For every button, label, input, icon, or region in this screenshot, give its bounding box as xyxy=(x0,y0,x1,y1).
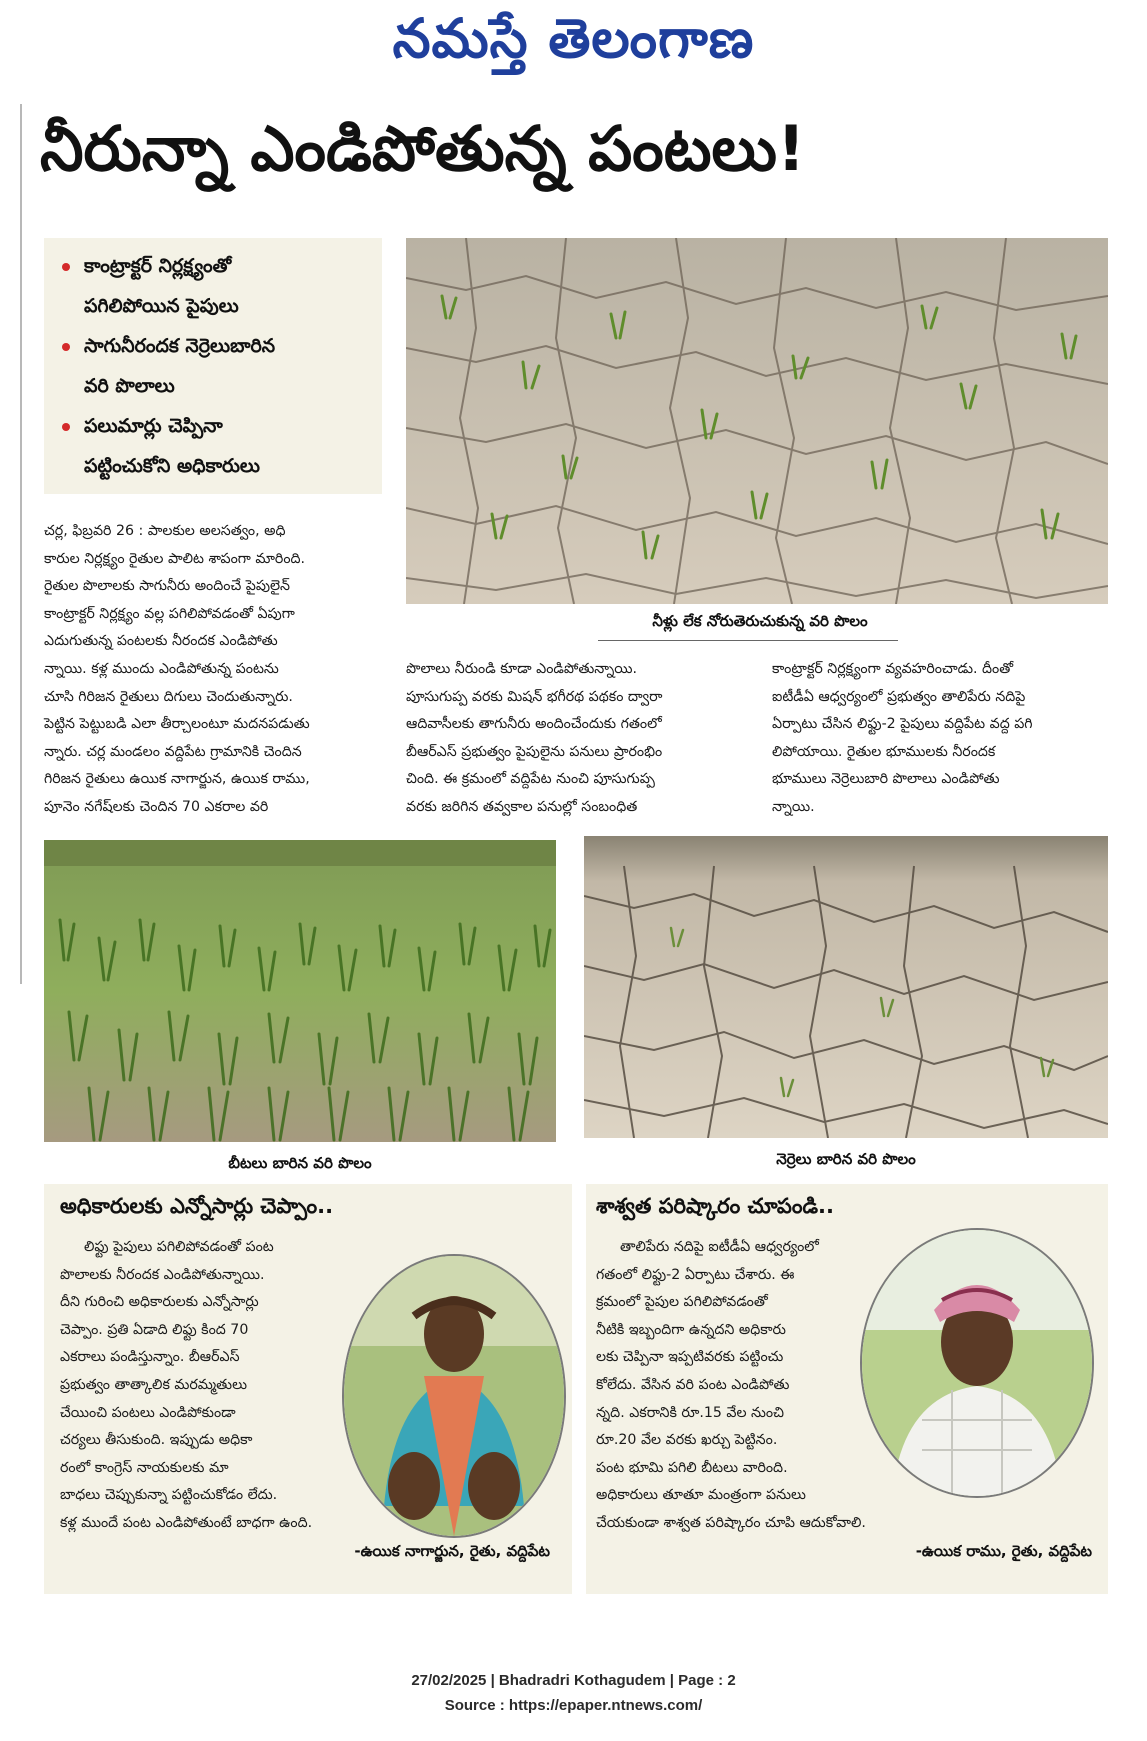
photo-green-paddy xyxy=(44,840,556,1142)
bullet-icon xyxy=(62,263,70,271)
article-column-1: చర్ల, ఫిబ్రవరి 26 : పాలకుల అలసత్వం, అధి కారుల నిర్లక్ష్యం రైతుల పాలిట శాపంగా మారింది. రైతుల పొలాలకు సాగునీరు అందించే పైపులైన్ కాంట్రాక్టర్ నిర్లక్ష్యం వల్ల పగిలిపోవడంతో ఏపుగా ఎదుగుతున్న పంటలకు నీరందక ఎండిపోతు న్నాయి. కళ్ల ముందు ఎండిపోతున్న పంటను చూసి గిరిజన రైతులు దిగులు చెందుతున్నారు. పెట్టిన పెట్టుబడి ఎలా తీర్చాలంటూ మదనపడుతు న్నారు. చర్ల మండలం వద్దిపేట గ్రామానికి చెందిన గిరిజన రైతులు ఉయిక నాగార్జున, ఉయిక రాము, పూనెం నగేష్‌లకు చెందిన 70 ఎకరాల వరి xyxy=(44,523,310,815)
photo-cracked-field-top xyxy=(406,238,1108,604)
quote-title-left: అధికారులకు ఎన్నోసార్లు చెప్పాం.. xyxy=(60,1194,334,1218)
quote-box-left xyxy=(44,1184,572,1594)
quote-text-right: తాలిపేరు నదిపై ఐటీడీఏ ఆధ్వర్యంలో గతంలో లిఫ్టు-2 ఏర్పాటు చేశారు. ఈ క్రమంలో పైపుల పగిలిపోవడంతో నీటికి ఇబ్బందిగా ఉన్నదని అధికారు లకు చెప్పినా ఇప్పటివరకు పట్టించు కోలేదు. వేసిన వరి పంట ఎండిపోతు న్నది. ఎకరానికి రూ.15 వేల నుంచి రూ.20 వేల వరకు ఖర్చు పెట్టినం. పంట భూమి పగిలి బీటలు వారింది. అధికారులు తూతూ మంత్రంగా పనులు చేయకుండా శాశ్వత పరిష్కారం చూపి ఆదుకోవాలి. xyxy=(596,1239,866,1531)
margin-rule xyxy=(20,104,22,984)
quote-signature-left: -ఉయిక నాగార్జున, రైతు, వద్దిపేట xyxy=(354,1542,550,1560)
portrait-ramu xyxy=(860,1228,1094,1498)
caption-left-photo: బీటలు బారిన వరి పొలం xyxy=(228,1154,372,1172)
caption-right-photo: నెర్రెలు బారిన వరి పొలం xyxy=(776,1150,916,1168)
bullet-icon xyxy=(62,343,70,351)
footer-date-line: 27/02/2025 | Bhadradri Kothagudem | Page : 2 xyxy=(411,1672,736,1689)
headline: నీరున్నా ఎండిపోతున్న పంటలు! xyxy=(40,112,806,185)
quote-box-right xyxy=(586,1184,1108,1594)
highlight-item: సాగునీరందక నెర్రెలుబారిన వరి పొలాలు xyxy=(62,326,374,406)
caption-rule xyxy=(598,640,898,641)
highlights-box xyxy=(44,238,382,494)
portrait-nagarjuna xyxy=(342,1254,566,1538)
highlight-item: కాంట్రాక్టర్ నిర్లక్ష్యంతో పగిలిపోయిన పైపులు xyxy=(62,246,374,326)
caption-top-photo: నీళ్లు లేక నోరుతెరుచుకున్న వరి పొలం xyxy=(652,612,868,630)
quote-title-right: శాశ్వత పరిష్కారం చూపండి.. xyxy=(596,1194,834,1218)
bullet-icon xyxy=(62,423,70,431)
quote-signature-right: -ఉయిక రాము, రైతు, వద్దిపేట xyxy=(915,1542,1092,1560)
highlight-item: పలుమార్లు చెప్పినా పట్టించుకోని అధికారులు xyxy=(62,406,374,486)
quote-text-left: లిఫ్టు పైపులు పగిలిపోవడంతో పంట పొలాలకు నీరందక ఎండిపోతున్నాయి. దీని గురించి అధికారులకు ఎన్నోసార్లు చెప్పాం. ప్రతి ఏడాది లిఫ్టు కింద 70 ఎకరాలు పండిస్తున్నాం. బీఆర్ఎస్ ప్రభుత్వం తాత్కాలిక మరమ్మతులు చేయించి పంటలు ఎండిపోకుండా చర్యలు తీసుకుంది. ఇప్పుడు అధికా రంలో కాంగ్రెస్ నాయకులకు మా బాధలు చెప్పుకున్నా పట్టించుకోడం లేదు. కళ్ల ముందే పంట ఎండిపోతుంటే బాధగా ఉంది. xyxy=(60,1239,313,1531)
article-column-3: కాంట్రాక్టర్ నిర్లక్ష్యంగా వ్యవహరించాడు. దీంతో ఐటీడీఏ ఆధ్వర్యంలో ప్రభుత్వం తాలిపేరు నదిపై ఏర్పాటు చేసిన లిఫ్టు-2 పైపులు వద్దిపేట వద్ద పగి లిపోయాయి. రైతుల భూములకు నీరందక భూములు నెర్రెలుబారి పొలాలు ఎండిపోతు న్నాయి. xyxy=(772,661,1033,815)
footer-source-line: Source : https://epaper.ntnews.com/ xyxy=(444,1697,703,1714)
article-column-2: పొలాలు నీరుండి కూడా ఎండిపోతున్నాయి. పూసుగుప్ప వరకు మిషన్ భగీరథ పథకం ద్వారా ఆదివాసీలకు తాగునీరు అందించేందుకు గతంలో బీఆర్ఎస్ ప్రభుత్వం పైపులైను పనులు ప్రారంభిం చింది. ఈ క్రమంలో వద్దిపేట నుంచి పూసుగుప్ప వరకు జరిగిన తవ్వకాల పనుల్లో సంబంధిత xyxy=(406,661,663,815)
masthead-logo: నమస్తే తెలంగాణ xyxy=(392,6,755,70)
photo-cracked-field-right xyxy=(584,836,1108,1138)
